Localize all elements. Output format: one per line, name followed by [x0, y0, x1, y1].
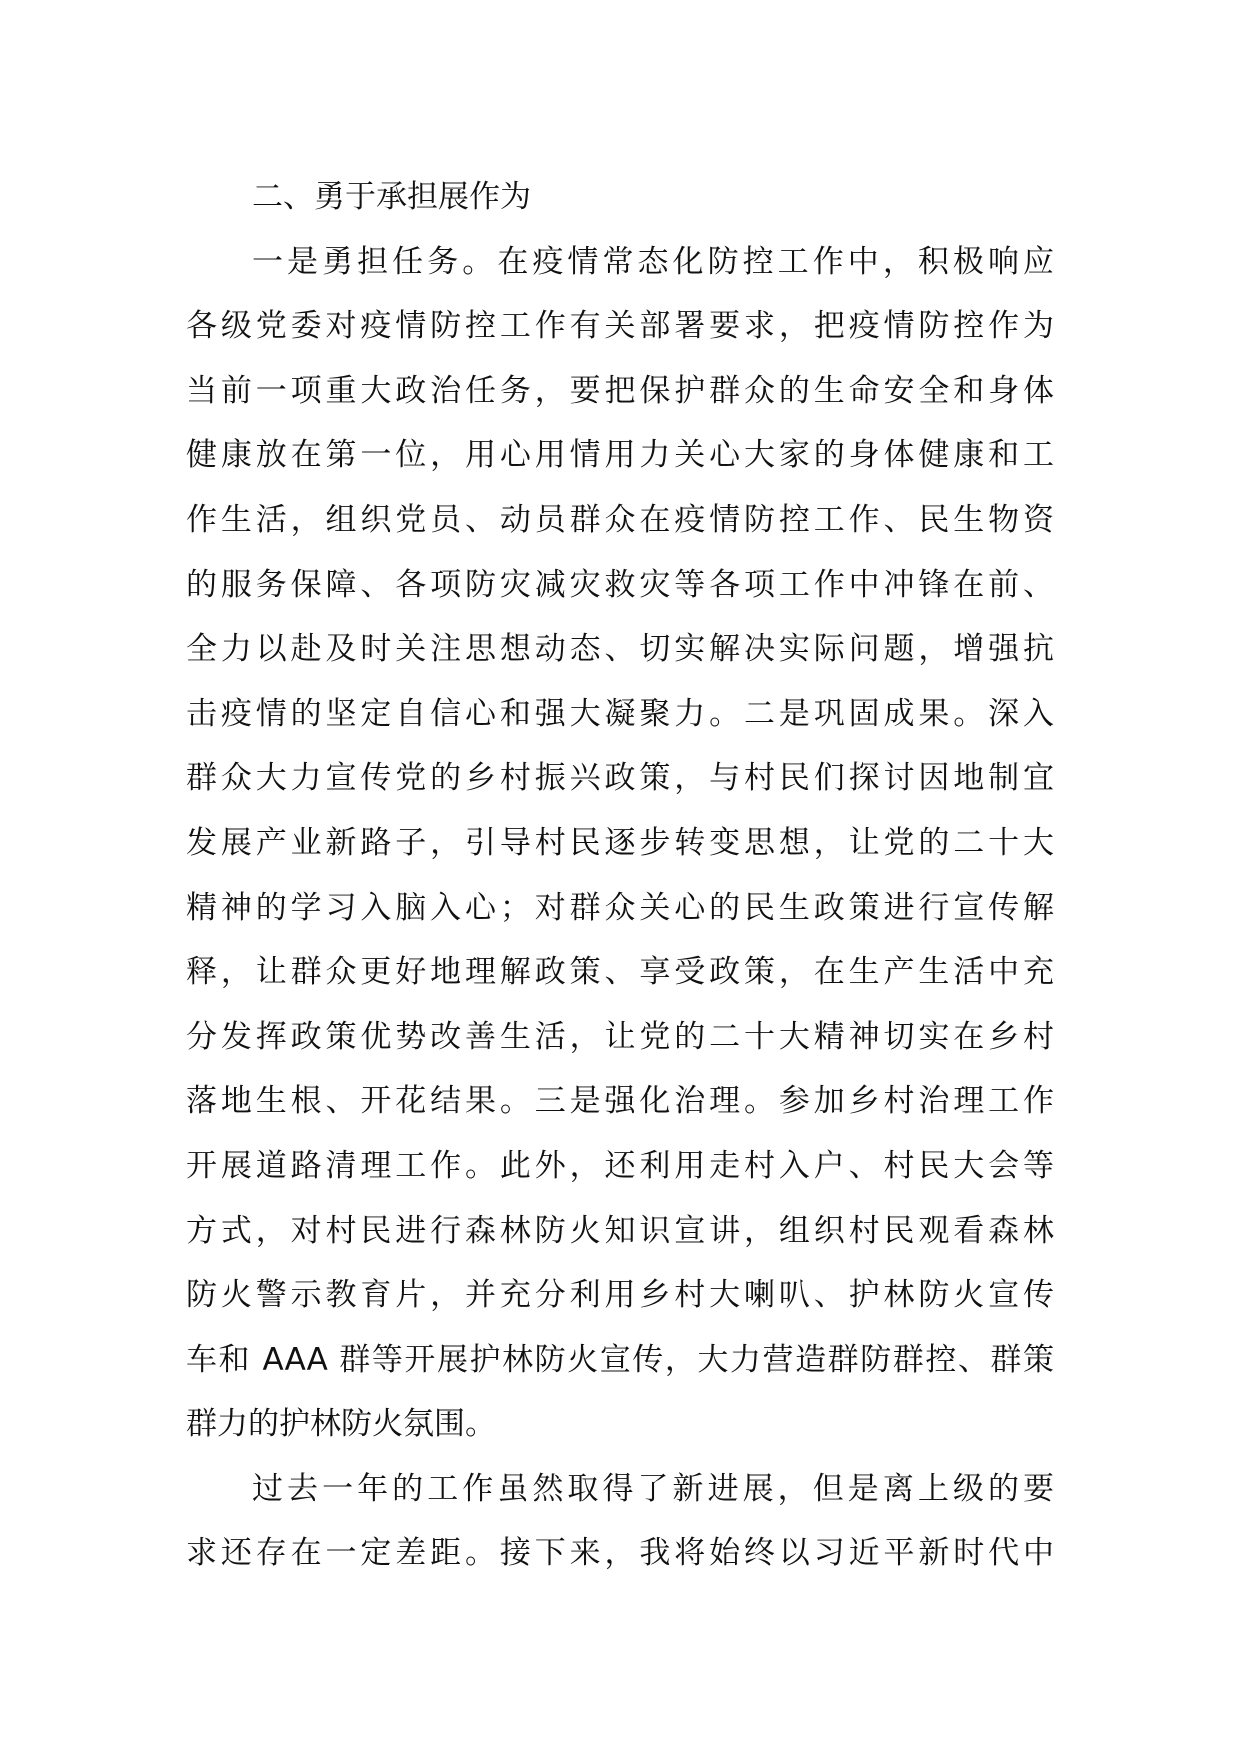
- paragraph-1-line: 的服务保障、各项防灾减灾救灾等各项工作中冲锋在前、: [186, 566, 1054, 603]
- paragraph-1-line: 当前一项重大政治任务，要把保护群众的生命安全和身体: [186, 372, 1054, 409]
- paragraph-1-line: 释，让群众更好地理解政策、享受政策，在生产生活中充: [186, 954, 1054, 991]
- paragraph-1-line: 群众大力宣传党的乡村振兴政策，与村民们探讨因地制宜: [186, 760, 1054, 797]
- paragraph-1-line: 精神的学习入脑入心；对群众关心的民生政策进行宣传解: [186, 889, 1054, 926]
- paragraph-1-line: 击疫情的坚定自信心和强大凝聚力。二是巩固成果。深入: [186, 695, 1054, 732]
- document-body: [186, 165, 1054, 1586]
- paragraph-2-line: 求还存在一定差距。接下来，我将始终以习近平新时代中: [186, 1535, 1054, 1572]
- paragraph-1-line: 开展道路清理工作。此外，还利用走村入户、村民大会等: [186, 1147, 1054, 1184]
- paragraph-1-line: 全力以赴及时关注思想动态、切实解决实际问题，增强抗: [186, 631, 1054, 668]
- section-heading: 二、勇于承担展作为: [252, 179, 531, 215]
- paragraph-1-line: 健康放在第一位，用心用情用力关心大家的身体健康和工: [186, 437, 1054, 474]
- paragraph-1: [186, 230, 1054, 1457]
- paragraph-1-line: 群力的护林防火氛围。: [186, 1406, 496, 1443]
- paragraph-1-line: 一是勇担任务。在疫情常态化防控工作中，积极响应: [252, 243, 1054, 280]
- paragraph-2: [186, 1457, 1054, 1586]
- paragraph-1-line: 方式，对村民进行森林防火知识宣讲，组织村民观看森林: [186, 1212, 1054, 1249]
- paragraph-1-line: 各级党委对疫情防控工作有关部署要求，把疫情防控作为: [186, 308, 1054, 345]
- paragraph-1-line: 分发挥政策优势改善生活，让党的二十大精神切实在乡村: [186, 1018, 1054, 1055]
- paragraph-1-line: 车和 AAA 群等开展护林防火宣传，大力营造群防群控、群策: [186, 1341, 1054, 1378]
- paragraph-1-line: 发展产业新路子，引导村民逐步转变思想，让党的二十大: [186, 824, 1054, 861]
- paragraph-2-line: 过去一年的工作虽然取得了新进展，但是离上级的要: [252, 1470, 1054, 1507]
- paragraph-1-line: 落地生根、开花结果。三是强化治理。参加乡村治理工作: [186, 1083, 1054, 1120]
- paragraph-1-line: 作生活，组织党员、动员群众在疫情防控工作、民生物资: [186, 501, 1054, 538]
- paragraph-1-line: 防火警示教育片，并充分利用乡村大喇叭、护林防火宣传: [186, 1277, 1054, 1314]
